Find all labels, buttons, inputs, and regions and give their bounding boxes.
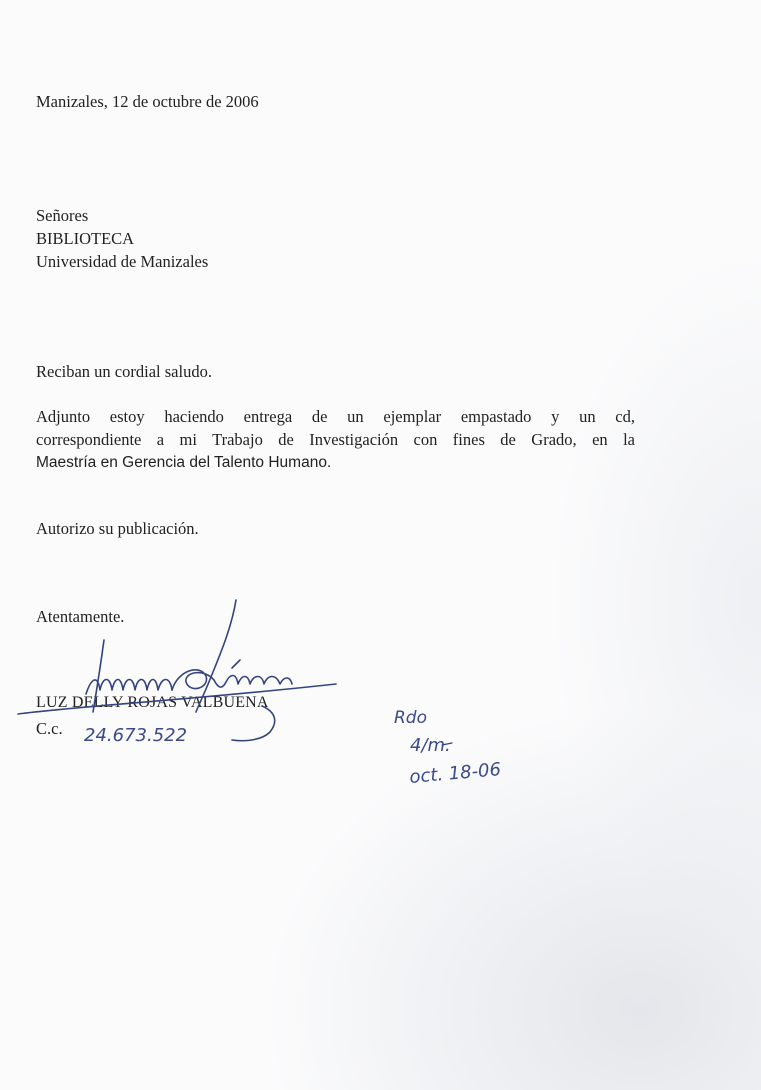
- signature-mark: [18, 600, 336, 741]
- authorization: Autorizo su publicación.: [36, 519, 199, 538]
- body-line-3: Maestría en Gerencia del Talento Humano.: [36, 454, 332, 471]
- received-note-line-2: 4/m.: [410, 735, 451, 756]
- signer-name: LUZ DELLY ROJAS VALBUENA: [36, 694, 269, 711]
- id-prefix: C.c.: [36, 719, 63, 738]
- received-note-line-1: Rdo: [394, 708, 428, 728]
- id-number-handwritten: 24.673.522: [84, 725, 188, 746]
- recipient-line-2: BIBLIOTECA: [36, 229, 135, 248]
- body-line-1: Adjunto estoy haciendo entrega de un ejemplar empastado y un cd,: [36, 407, 635, 426]
- received-note-line-3: oct. 18-06: [408, 759, 502, 788]
- recipient-line-3: Universidad de Manizales: [36, 252, 209, 271]
- closing: Atentamente.: [36, 607, 125, 626]
- body-line-2: correspondiente a mi Trabajo de Investigación con fines de Grado, en la: [36, 430, 635, 449]
- place-date: Manizales, 12 de octubre de 2006: [36, 92, 259, 111]
- recipient-line-1: Señores: [36, 206, 89, 225]
- greeting: Reciban un cordial saludo.: [36, 362, 212, 381]
